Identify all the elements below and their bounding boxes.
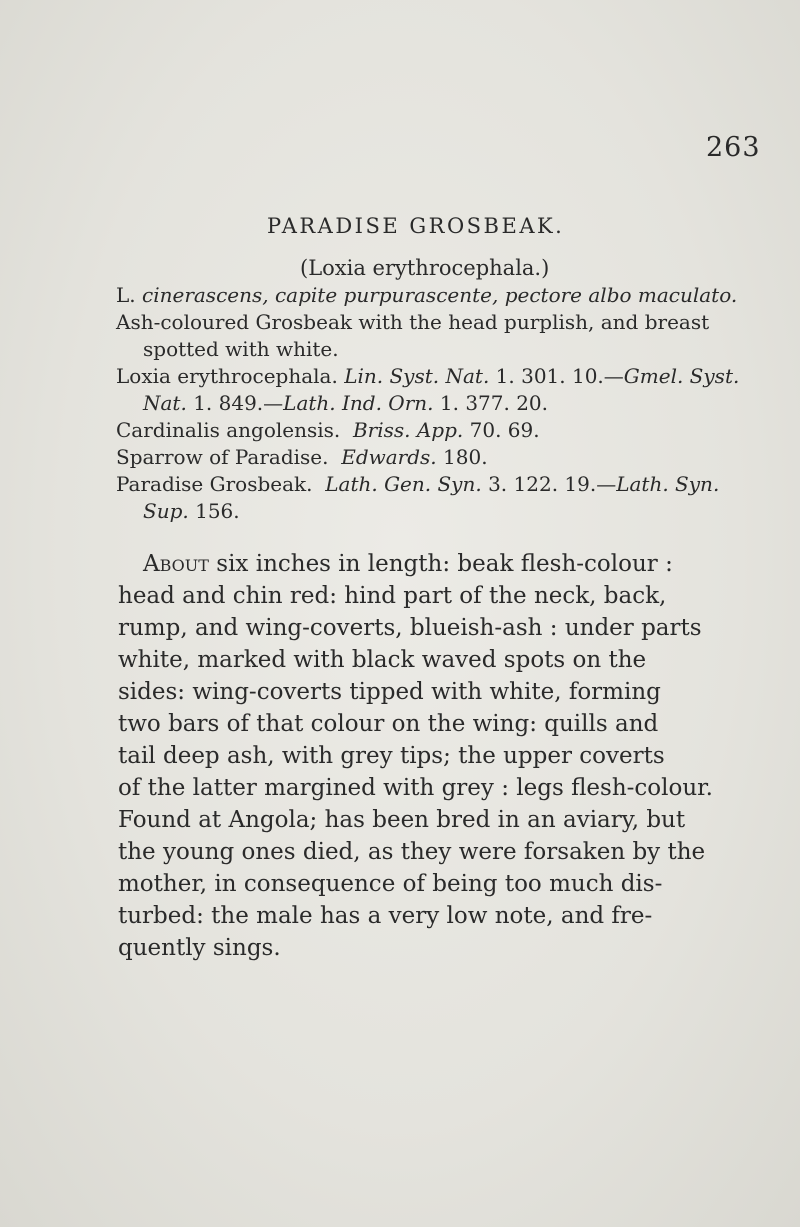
description-text: six inches in length: beak flesh-colour :: [216, 551, 673, 577]
synonym-name: Loxia erythrocephala.: [116, 364, 338, 388]
description-line: [143, 548, 673, 580]
synonym-ref: Gmel. Syst.: [623, 364, 740, 388]
synonym-ref: Edwards.: [341, 445, 437, 469]
synonym-ref: Lin. Syst. Nat.: [344, 364, 490, 388]
genus-abbrev: L.: [116, 283, 136, 307]
description-line: mother, in consequence of being too much dis-: [118, 871, 663, 897]
synonym-cite: 1. 377. 20.: [439, 391, 549, 415]
synonym-cite: 1. 849.—: [193, 391, 284, 415]
synonym-ref: Briss. App.: [352, 418, 464, 442]
scientific-name: (Loxia erythrocephala.): [300, 256, 550, 280]
synonym-ref: Sup.: [143, 499, 189, 523]
synonym-cite: 1. 301. 10.—: [495, 364, 624, 388]
synonym-line: Ash-coloured Grosbeak with the head purplish, and breast: [116, 310, 710, 334]
description-line: white, marked with black waved spots on the: [118, 647, 647, 673]
synonym-line: [116, 363, 739, 390]
synonym-line: [116, 417, 540, 444]
synonym-name: Cardinalis angolensis.: [116, 418, 341, 442]
lead-word: About: [143, 551, 209, 577]
description-line: rump, and wing-coverts, blueish-ash : under parts: [118, 615, 702, 641]
description-line: sides: wing-coverts tipped with white, forming: [118, 679, 661, 705]
latin-diagnosis: cinerascens, capite purpurascente, pectore albo maculato.: [142, 283, 738, 307]
synonym-cite: 180.: [443, 445, 488, 469]
synonym-ref: Nat.: [143, 391, 187, 415]
synonym-line: [116, 471, 719, 498]
description-line: quently sings.: [118, 935, 281, 961]
synonym-ref: Lath. Syn.: [616, 472, 720, 496]
synonym-line: [116, 444, 488, 471]
page-title: PARADISE GROSBEAK.: [267, 214, 565, 238]
synonym-line: [143, 498, 240, 525]
synonym-line: [143, 390, 548, 417]
description-line: two bars of that colour on the wing: quills and: [118, 711, 659, 737]
description-line: the young ones died, as they were forsaken by the: [118, 839, 706, 865]
synonym-line: spotted with white.: [143, 337, 339, 361]
description-line: turbed: the male has a very low note, and fre-: [118, 903, 653, 929]
page-number: 263: [706, 132, 761, 163]
description-line: tail deep ash, with grey tips; the upper coverts: [118, 743, 665, 769]
synonym-cite: 70. 69.: [469, 418, 540, 442]
description-line: of the latter margined with grey : legs flesh-colour.: [118, 775, 713, 801]
synonym-line: [116, 282, 737, 309]
synonym-cite: 3. 122. 19.—: [488, 472, 617, 496]
synonym-ref: Lath. Gen. Syn.: [325, 472, 482, 496]
synonym-cite: 156.: [195, 499, 240, 523]
synonym-name: Paradise Grosbeak.: [116, 472, 313, 496]
description-line: Found at Angola; has been bred in an aviary, but: [118, 807, 686, 833]
description-line: head and chin red: hind part of the neck, back,: [118, 583, 667, 609]
synonym-ref: Lath. Ind. Orn.: [283, 391, 434, 415]
synonym-name: Sparrow of Paradise.: [116, 445, 329, 469]
